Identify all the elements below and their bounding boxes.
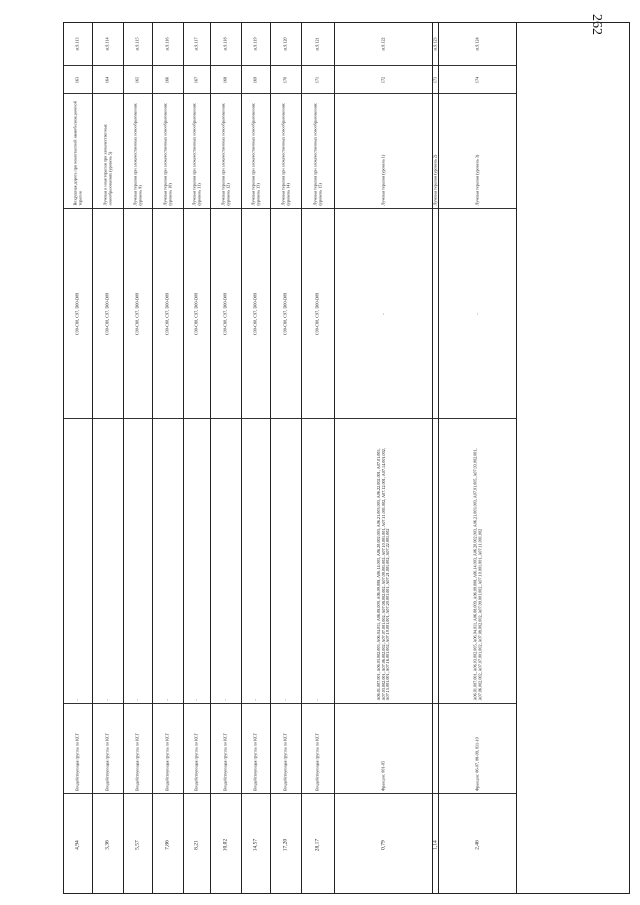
cell-text-method: Воздействующая группа по КСГ bbox=[104, 732, 110, 791]
cell-text-method: Воздействующая группа по КСГ bbox=[134, 732, 140, 791]
cell-text-list: A06.01.007.001, A06.03.002.005, A06.04.011, A06.08.009, A06.09.008, A06.14.003, A06.20.002.003, A06.21.003.003, A06.22.002.001, A07.01.005, A07.03.002.001, A07.06.002.002, A07.07.001.002, A07.08.002.002, A07.09.001.002, A07.10.001.001, A07.11.001.002, A07.12.001, A07.14.001.002, A07.15.001.001, A07.16.001.002, A07.19.001.001, A07.20.001.001, A07.21.001.002, A07.22.001.002 bbox=[375, 448, 390, 701]
cell-text-method: Воздействующая группа по КСГ bbox=[222, 732, 228, 791]
cell-list bbox=[124, 418, 152, 703]
cell-text-name: Лучевая терапия при злокачественных новообразованиях (уровень 9) bbox=[132, 103, 142, 206]
cell-codes bbox=[271, 208, 301, 418]
cell-text-list: - bbox=[314, 699, 320, 701]
cell-text-value: 2,46 bbox=[474, 839, 481, 850]
cell-text-code: st.9.114 bbox=[104, 37, 110, 51]
cell-text-list: - bbox=[252, 699, 258, 701]
cell-codes bbox=[433, 208, 438, 418]
cell-name bbox=[242, 93, 270, 208]
cell-text-value: 0,79 bbox=[380, 839, 387, 850]
cell-num bbox=[124, 65, 152, 93]
cell-text-method: Воздействующая группа по КСГ bbox=[164, 732, 170, 791]
cell-text-num: 164 bbox=[104, 76, 110, 83]
cell-text-codes: - bbox=[474, 312, 480, 315]
cell-code bbox=[211, 23, 241, 65]
cell-text-code: st.9.116 bbox=[164, 37, 170, 51]
cell-code bbox=[124, 23, 152, 65]
table-row bbox=[124, 23, 153, 893]
cell-text-num: 166 bbox=[164, 76, 170, 83]
cell-name bbox=[271, 93, 301, 208]
cell-num bbox=[153, 65, 183, 93]
cell-text-name: Лучевая терапия при злокачественных новообразованиях (уровень 14) bbox=[280, 103, 290, 206]
cell-text-code: st.9.121 bbox=[314, 37, 320, 51]
cell-text-method: Воздействующая группа по КСГ bbox=[314, 732, 320, 791]
cell-method bbox=[211, 703, 241, 793]
cell-list bbox=[153, 418, 183, 703]
cell-text-value: 1,14 bbox=[432, 839, 439, 850]
cell-text-codes: C00-C80, C97, D00-D09 bbox=[314, 292, 320, 335]
cell-text-list: A06.01.007.001, A06.03.002.005, A06.04.011, A06.08.009, A06.09.008, A06.14.003, A06.20.002.003, A06.21.003.003, A07.01.005, A07.03.002.001, A07.06.002.002, A07.07.001.002, A07.08.002.002, A07.09.001.002, A07.10.001.001, A07.11.001.002 bbox=[471, 448, 482, 701]
cell-text-list: - bbox=[282, 699, 288, 701]
cell-name bbox=[335, 93, 432, 208]
table-row bbox=[242, 23, 271, 893]
table-row bbox=[64, 23, 93, 893]
cell-text-method: Воздействующая группа по КСГ bbox=[74, 732, 80, 791]
cell-text-list: - bbox=[134, 699, 140, 701]
cell-method bbox=[271, 703, 301, 793]
cell-text-num: 163 bbox=[74, 76, 80, 83]
cell-codes bbox=[153, 208, 183, 418]
cell-text-code: st.9.124 bbox=[474, 37, 480, 51]
table-row bbox=[271, 23, 302, 893]
cell-value bbox=[184, 793, 210, 895]
cell-text-name: Лучевая терапия при злокачественных новообразованиях (уровень 12) bbox=[220, 103, 230, 206]
cell-text-list: - bbox=[104, 699, 110, 701]
cell-codes bbox=[242, 208, 270, 418]
cell-list bbox=[211, 418, 241, 703]
cell-text-value: 7,86 bbox=[164, 839, 171, 850]
cell-value bbox=[153, 793, 183, 895]
rotated-table bbox=[63, 22, 630, 894]
cell-text-value: 28,17 bbox=[314, 838, 321, 851]
cell-list bbox=[242, 418, 270, 703]
cell-code bbox=[271, 23, 301, 65]
cell-value bbox=[124, 793, 152, 895]
cell-value bbox=[335, 793, 432, 895]
cell-name bbox=[64, 93, 92, 208]
cell-method bbox=[124, 703, 152, 793]
cell-text-num: 170 bbox=[282, 76, 288, 83]
cell-text-list: - bbox=[74, 699, 80, 701]
cell-text-list: - bbox=[164, 699, 170, 701]
cell-method bbox=[335, 703, 432, 793]
cell-num bbox=[433, 65, 438, 93]
cell-list bbox=[93, 418, 123, 703]
cell-codes bbox=[439, 208, 516, 418]
cell-num bbox=[93, 65, 123, 93]
cell-num bbox=[242, 65, 270, 93]
cell-text-name: Лучевая терапия при злокачественных новообразованиях (уровень 15) bbox=[312, 103, 322, 206]
table-row bbox=[184, 23, 211, 893]
cell-text-codes: C00-C80, C97, D00-D09 bbox=[164, 292, 170, 335]
cell-text-value: 4,94 bbox=[74, 839, 81, 850]
cell-num bbox=[211, 65, 241, 93]
cell-codes bbox=[64, 208, 92, 418]
cell-num bbox=[64, 65, 92, 93]
cell-text-num: 173 bbox=[432, 76, 438, 83]
cell-codes bbox=[302, 208, 334, 418]
cell-text-code: st.9.119 bbox=[252, 37, 258, 51]
cell-text-name: Лучевая терапия (уровень 2) bbox=[432, 154, 438, 206]
cell-method bbox=[433, 703, 438, 793]
cell-name bbox=[302, 93, 334, 208]
cell-num bbox=[439, 65, 516, 93]
cell-text-method: Воздействующая группа по КСГ bbox=[252, 732, 258, 791]
cell-text-num: 172 bbox=[380, 76, 386, 83]
cell-text-list: - bbox=[222, 699, 228, 701]
cell-text-code: st.9.120 bbox=[282, 37, 288, 51]
cell-text-num: 168 bbox=[222, 76, 228, 83]
cell-text-name: Лучевая и иная терапия при злокачественных новообразованиях (уровень 5) bbox=[102, 124, 112, 206]
cell-value bbox=[439, 793, 516, 895]
cell-name bbox=[153, 93, 183, 208]
table-row bbox=[93, 23, 124, 893]
cell-name bbox=[184, 93, 210, 208]
cell-code bbox=[242, 23, 270, 65]
cell-text-codes: C00-C80, C97, D00-D09 bbox=[193, 292, 199, 335]
table-row bbox=[335, 23, 433, 893]
cell-num bbox=[335, 65, 432, 93]
cell-text-num: 165 bbox=[134, 76, 140, 83]
cell-list bbox=[302, 418, 334, 703]
cell-codes bbox=[93, 208, 123, 418]
cell-code bbox=[153, 23, 183, 65]
page-number: 262 bbox=[589, 14, 604, 35]
cell-name bbox=[211, 93, 241, 208]
cell-text-name: Лучевая терапия (уровень 1) bbox=[380, 154, 386, 206]
cell-text-value: 5,57 bbox=[134, 839, 141, 850]
cell-list bbox=[184, 418, 210, 703]
cell-name bbox=[439, 93, 516, 208]
cell-text-num: 167 bbox=[193, 76, 199, 83]
cell-text-codes: C00-C80, C97, D00-D09 bbox=[282, 292, 288, 335]
cell-value bbox=[64, 793, 92, 895]
cell-text-code: st.9.118 bbox=[222, 37, 228, 51]
cell-text-method: Воздействующая группа по КСГ bbox=[193, 732, 199, 791]
cell-list bbox=[335, 418, 432, 703]
cell-text-list: - bbox=[193, 699, 199, 701]
cell-code bbox=[302, 23, 334, 65]
cell-text-codes: C00-C80, C97, D00-D09 bbox=[104, 292, 110, 335]
cell-text-code: st.9.113 bbox=[74, 37, 80, 51]
cell-name bbox=[433, 93, 438, 208]
cell-num bbox=[302, 65, 334, 93]
cell-text-method: Фракции: 001-05 bbox=[380, 760, 386, 791]
cell-value bbox=[271, 793, 301, 895]
cell-text-method: Фракции: 06-07, 08-09, 011-10 bbox=[474, 736, 480, 791]
cell-code bbox=[184, 23, 210, 65]
cell-value bbox=[211, 793, 241, 895]
cell-num bbox=[184, 65, 210, 93]
cell-num bbox=[271, 65, 301, 93]
cell-method bbox=[153, 703, 183, 793]
cell-text-codes: - bbox=[380, 312, 386, 315]
cell-text-name: Лучевая терапия при злокачественных новообразованиях (уровень 10) bbox=[162, 103, 172, 206]
cell-value bbox=[433, 793, 438, 895]
cell-code bbox=[335, 23, 432, 65]
cell-text-codes: C00-C80, C97, D00-D09 bbox=[74, 292, 80, 335]
cell-text-value: 10,02 bbox=[222, 838, 229, 851]
cell-value bbox=[242, 793, 270, 895]
cell-value bbox=[93, 793, 123, 895]
cell-code bbox=[439, 23, 516, 65]
cell-text-name: Лучевая терапия при злокачественных новообразованиях (уровень 11) bbox=[191, 103, 201, 206]
cell-method bbox=[64, 703, 92, 793]
cell-codes bbox=[124, 208, 152, 418]
cell-codes bbox=[335, 208, 432, 418]
cell-code bbox=[93, 23, 123, 65]
cell-name bbox=[124, 93, 152, 208]
cell-text-code: st.9.122 bbox=[380, 37, 386, 51]
table-row bbox=[302, 23, 335, 893]
cell-text-codes: C00-C80, C97, D00-D09 bbox=[134, 292, 140, 335]
cell-method bbox=[439, 703, 516, 793]
cell-text-codes: C00-C80, C97, D00-D09 bbox=[222, 292, 228, 335]
cell-code bbox=[64, 23, 92, 65]
cell-text-code: st.9.117 bbox=[193, 37, 199, 51]
cell-list bbox=[64, 418, 92, 703]
cell-text-codes: C00-C80, C97, D00-D09 bbox=[252, 292, 258, 335]
cell-codes bbox=[211, 208, 241, 418]
cell-method bbox=[242, 703, 270, 793]
cell-text-code: st.9.115 bbox=[134, 37, 140, 51]
cell-text-value: 8,21 bbox=[193, 839, 200, 850]
table-row bbox=[211, 23, 242, 893]
cell-method bbox=[93, 703, 123, 793]
cell-text-name: Лучевая терапия (уровень 3) bbox=[474, 154, 480, 206]
cell-text-name: Воздушная дорога при неконтактной иммобилизационной терапии bbox=[72, 101, 82, 206]
cell-text-num: 174 bbox=[474, 76, 480, 83]
cell-list bbox=[433, 418, 438, 703]
cell-text-num: 171 bbox=[314, 76, 320, 83]
cell-text-value: 3,36 bbox=[104, 839, 111, 850]
cell-text-name: Лучевая терапия при злокачественных новообразованиях (уровень 13) bbox=[250, 103, 260, 206]
cell-code bbox=[433, 23, 438, 65]
cell-text-method: Воздействующая группа по КСГ bbox=[282, 732, 288, 791]
cell-method bbox=[302, 703, 334, 793]
cell-method bbox=[184, 703, 210, 793]
cell-codes bbox=[184, 208, 210, 418]
table-row bbox=[439, 23, 517, 893]
cell-value bbox=[302, 793, 334, 895]
cell-text-num: 169 bbox=[252, 76, 258, 83]
cell-list bbox=[271, 418, 301, 703]
table-row bbox=[153, 23, 184, 893]
cell-text-value: 14,57 bbox=[252, 838, 259, 851]
cell-name bbox=[93, 93, 123, 208]
cell-list bbox=[439, 418, 516, 703]
cell-text-value: 17,20 bbox=[282, 838, 289, 851]
cell-text-code: st.9.123 bbox=[432, 37, 438, 51]
